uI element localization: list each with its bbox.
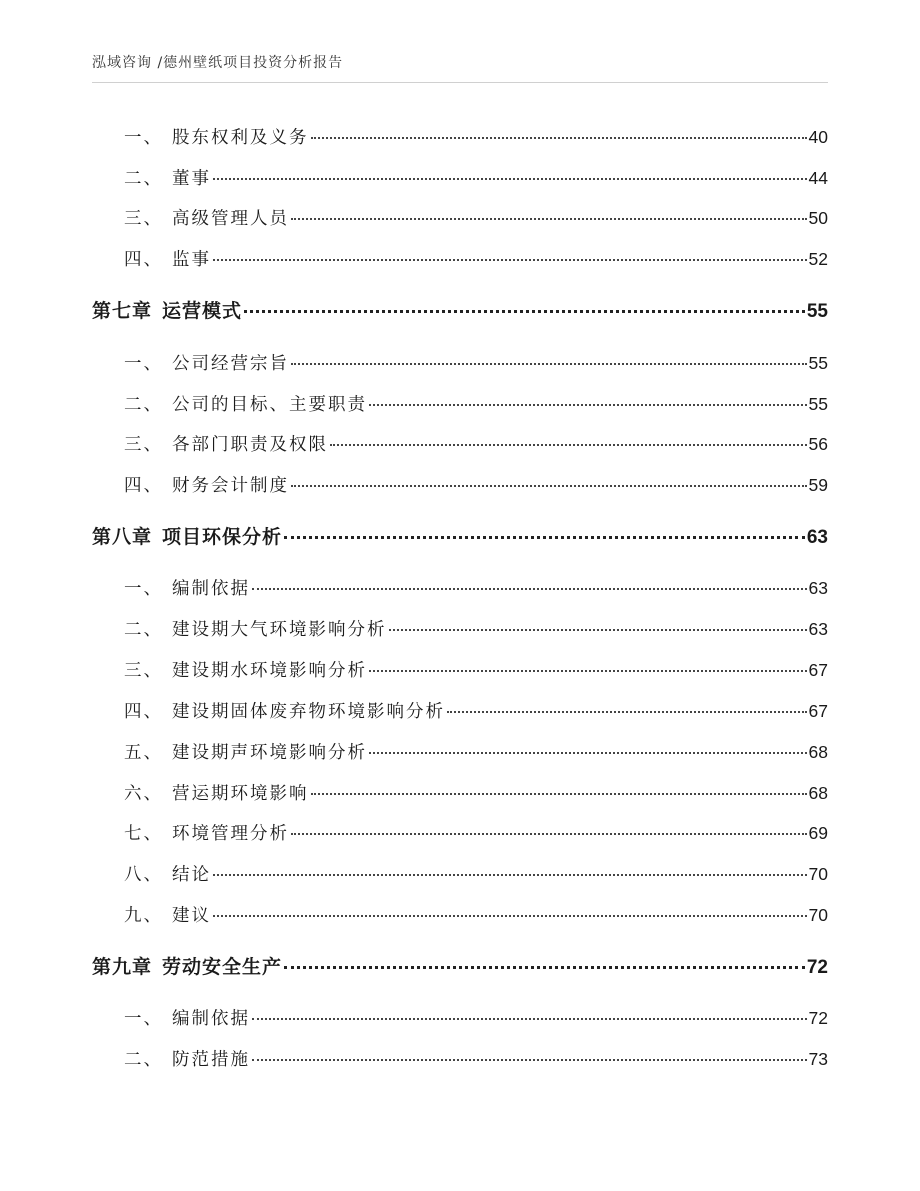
toc-leader-dots (284, 536, 805, 539)
toc-entry-title: 建设期水环境影响分析 (172, 661, 367, 681)
toc-entry-page: 69 (808, 823, 828, 843)
toc-entry-page: 67 (808, 701, 828, 721)
toc-entry[interactable] (124, 698, 828, 723)
toc-chapter[interactable] (92, 522, 828, 549)
toc-entry-title: 公司的目标、主要职责 (172, 395, 367, 415)
toc-leader-dots (369, 404, 807, 406)
toc-entry[interactable] (124, 820, 828, 845)
toc-entry-title: 公司经营宗旨 (172, 354, 289, 374)
toc-leader-dots (252, 1059, 807, 1061)
toc-entry-page: 63 (808, 578, 828, 598)
toc-leader-dots (369, 670, 807, 672)
toc-entry-page: 68 (808, 783, 828, 803)
toc-entry[interactable] (124, 165, 828, 190)
toc-entry[interactable] (124, 1046, 828, 1071)
toc-entry-title: 建设期固体废弃物环境影响分析 (172, 702, 445, 722)
toc-leader-dots (447, 711, 807, 713)
toc-entry[interactable] (124, 350, 828, 375)
toc-entry-number: 八、 (124, 865, 163, 885)
toc-leader-dots (213, 178, 807, 180)
toc-entry[interactable] (124, 246, 828, 271)
toc-chapter-page: 55 (806, 301, 828, 322)
toc-leader-dots (252, 1018, 807, 1020)
toc-entry-number: 二、 (124, 169, 163, 189)
toc-entry-title: 财务会计制度 (172, 476, 289, 496)
toc-entry-number: 一、 (124, 128, 163, 148)
toc-entry-page: 73 (808, 1049, 828, 1069)
toc-entry[interactable] (124, 205, 828, 230)
toc-entry[interactable] (124, 902, 828, 927)
toc-entry-number: 一、 (124, 354, 163, 374)
toc-entry[interactable] (124, 657, 828, 682)
toc-entry-title: 高级管理人员 (172, 209, 289, 229)
toc-chapter-number: 第九章 (92, 956, 153, 978)
toc-entry-number: 五、 (124, 743, 163, 763)
toc-entry-number: 六、 (124, 784, 163, 804)
toc-entry-page: 50 (808, 208, 828, 228)
toc-entry-page: 72 (808, 1008, 828, 1028)
toc-leader-dots (291, 833, 807, 835)
toc-leader-dots (213, 915, 807, 917)
toc-chapter-title: 运营模式 (162, 300, 243, 322)
toc-entry-page: 70 (808, 905, 828, 925)
toc-leader-dots (311, 793, 807, 795)
toc-chapter-title: 劳动安全生产 (162, 956, 283, 978)
toc-entry[interactable] (124, 616, 828, 641)
toc-entry[interactable] (124, 1005, 828, 1030)
toc-chapter-title: 项目环保分析 (162, 526, 283, 548)
toc-entry-title: 营运期环境影响 (172, 784, 309, 804)
toc-leader-dots (213, 874, 807, 876)
toc-leader-dots (330, 444, 807, 446)
toc-entry-page: 52 (808, 249, 828, 269)
toc-entry-number: 七、 (124, 824, 163, 844)
toc-entry-number: 二、 (124, 1050, 163, 1070)
toc-entry-number: 四、 (124, 702, 163, 722)
toc-entry-page: 68 (808, 742, 828, 762)
toc-entry-number: 二、 (124, 395, 163, 415)
toc-entry[interactable] (124, 739, 828, 764)
toc-entry-title: 各部门职责及权限 (172, 435, 328, 455)
toc-leader-dots (213, 259, 807, 261)
toc-leader-dots (291, 363, 807, 365)
toc-entry-page: 67 (808, 660, 828, 680)
toc-entry[interactable] (124, 861, 828, 886)
toc-entry-page: 63 (808, 619, 828, 639)
toc-entry-title: 监事 (172, 250, 211, 270)
toc-leader-dots (252, 588, 807, 590)
page-header: 泓域咨询 /德州壁纸项目投资分析报告 (92, 55, 344, 71)
toc-entry-number: 一、 (124, 1009, 163, 1029)
toc-entry-number: 九、 (124, 906, 163, 926)
toc-entry[interactable] (124, 780, 828, 805)
toc-entry-title: 结论 (172, 865, 211, 885)
toc-entry-title: 编制依据 (172, 579, 250, 599)
toc-chapter[interactable] (92, 952, 828, 979)
toc-entry-number: 三、 (124, 209, 163, 229)
toc-entry-page: 56 (808, 434, 828, 454)
toc-entry[interactable] (124, 431, 828, 456)
toc-chapter-page: 63 (806, 527, 828, 548)
toc-leader-dots (389, 629, 807, 631)
toc-entry-number: 四、 (124, 250, 163, 270)
toc-entry-title: 董事 (172, 169, 211, 189)
header-rule (92, 82, 828, 83)
toc-entry[interactable] (124, 124, 828, 149)
toc-entry-number: 一、 (124, 579, 163, 599)
toc-entry-number: 三、 (124, 435, 163, 455)
toc-leader-dots (284, 966, 805, 969)
toc-entry-title: 环境管理分析 (172, 824, 289, 844)
toc-entry-page: 40 (808, 127, 828, 147)
toc-leader-dots (291, 485, 807, 487)
toc-leader-dots (291, 218, 807, 220)
toc-chapter[interactable] (92, 296, 828, 323)
toc-chapter-number: 第八章 (92, 526, 153, 548)
toc-entry-page: 70 (808, 864, 828, 884)
toc-entry[interactable] (124, 472, 828, 497)
toc-chapter-page: 72 (806, 957, 828, 978)
toc-entry-number: 三、 (124, 661, 163, 681)
toc-entry-page: 55 (808, 394, 828, 414)
toc-entry-title: 建议 (172, 906, 211, 926)
toc-leader-dots (369, 752, 807, 754)
toc-entry-title: 防范措施 (172, 1050, 250, 1070)
toc-entry-title: 股东权利及义务 (172, 128, 309, 148)
toc-leader-dots (244, 310, 805, 313)
toc-leader-dots (311, 137, 807, 139)
toc-entry[interactable] (124, 391, 828, 416)
toc-entry-page: 55 (808, 353, 828, 373)
toc-entry-number: 二、 (124, 620, 163, 640)
toc-entry-number: 四、 (124, 476, 163, 496)
toc-entry-page: 59 (808, 475, 828, 495)
toc-entry[interactable] (124, 575, 828, 600)
toc-entry-title: 建设期声环境影响分析 (172, 743, 367, 763)
toc-entry-title: 建设期大气环境影响分析 (172, 620, 387, 640)
toc-chapter-number: 第七章 (92, 300, 153, 322)
toc-entry-page: 44 (808, 168, 828, 188)
toc-entry-title: 编制依据 (172, 1009, 250, 1029)
